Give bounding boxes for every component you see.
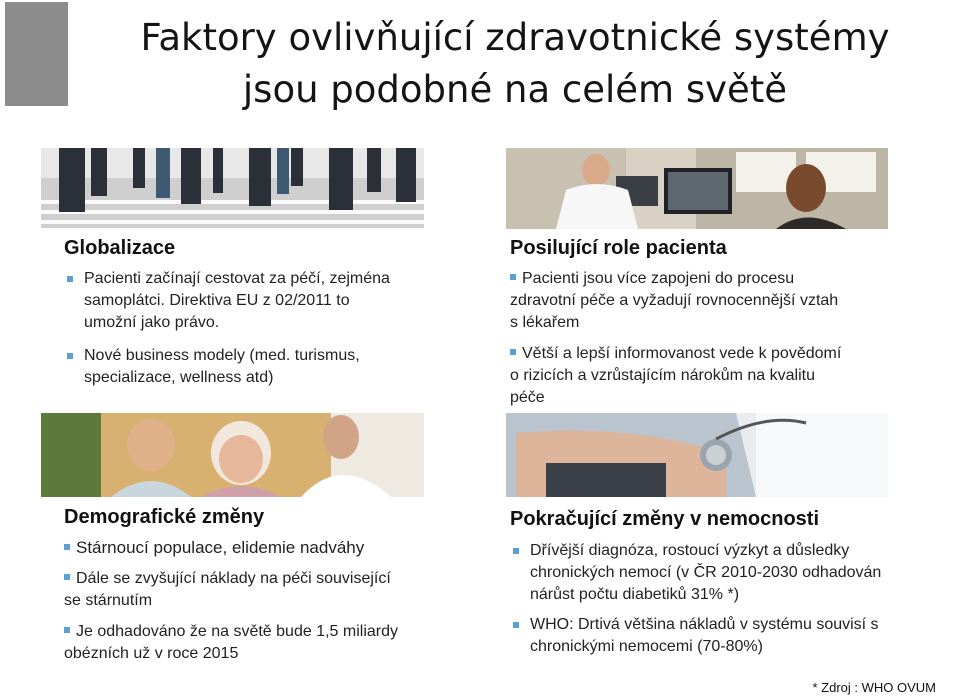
list-item: WHO: Drtivá většina nákladů v systému souvisí s chronickými nemocemi (70-80%) [510,614,890,658]
panel-demographics-heading: Demografické změny [64,506,265,528]
panel-patient-role [510,236,850,409]
source-note: * Zdroj : WHO OVUM [812,680,936,695]
bullet-icon [510,274,516,280]
panel-disease-heading: Pokračující změny v nemocnosti [510,508,819,530]
bullet-icon [513,622,519,628]
list-item: Dále se zvyšující náklady na péči související se stárnutím [64,570,391,609]
slide-title-line2: jsou podobné na celém světě [242,68,788,111]
bullet-icon [513,548,519,554]
bullet-icon [510,349,516,355]
slide-title-line1: Faktory ovlivňující zdravotnické systémy [140,16,890,59]
list-item: Větší a lepší informovanost vede k povědomí o rizicích a vzrůstajícím nárokům na kvalitu péče [510,345,842,406]
bullet-icon [67,276,73,282]
bullet-icon [67,353,73,359]
list-item: Je odhadováno že na světě bude 1,5 miliardy obézních už v roce 2015 [64,623,398,662]
panel-disease [510,507,890,658]
list-item: Nové business modely (med. turismus, specializace, wellness atd) [64,345,404,389]
list-item: Pacienti jsou více zapojeni do procesu zdravotní péče a vyžadují rovnocennější vztah s lékařem [510,270,839,331]
list-item: Stárnoucí populace, elidemie nadváhy [64,537,404,559]
stethoscope-photo [506,413,888,497]
doctor-monitor-photo [506,148,888,229]
slide-title [100,12,930,116]
list-item: Pacienti začínají cestovat za péčí, zejména samoplátci. Direktiva EU z 02/2011 to umožní jako právo. [64,268,404,334]
list-item: Dřívější diagnóza, rostoucí výzkyt a důsledky chronických nemocí (v ČR 2010-2030 odhadován nárůst počtu diabetiků 31% *) [510,540,890,606]
panel-patient-role-heading: Posilující role pacienta [510,237,727,259]
bullet-icon [64,574,70,580]
crowd-photo [41,148,424,228]
corner-block [5,2,68,106]
bullet-icon [64,627,70,633]
panel-globalization [64,236,404,389]
elderly-care-photo [41,413,424,497]
panel-globalization-heading: Globalizace [64,237,176,259]
panel-demographics [64,505,404,665]
bullet-icon [64,544,70,550]
